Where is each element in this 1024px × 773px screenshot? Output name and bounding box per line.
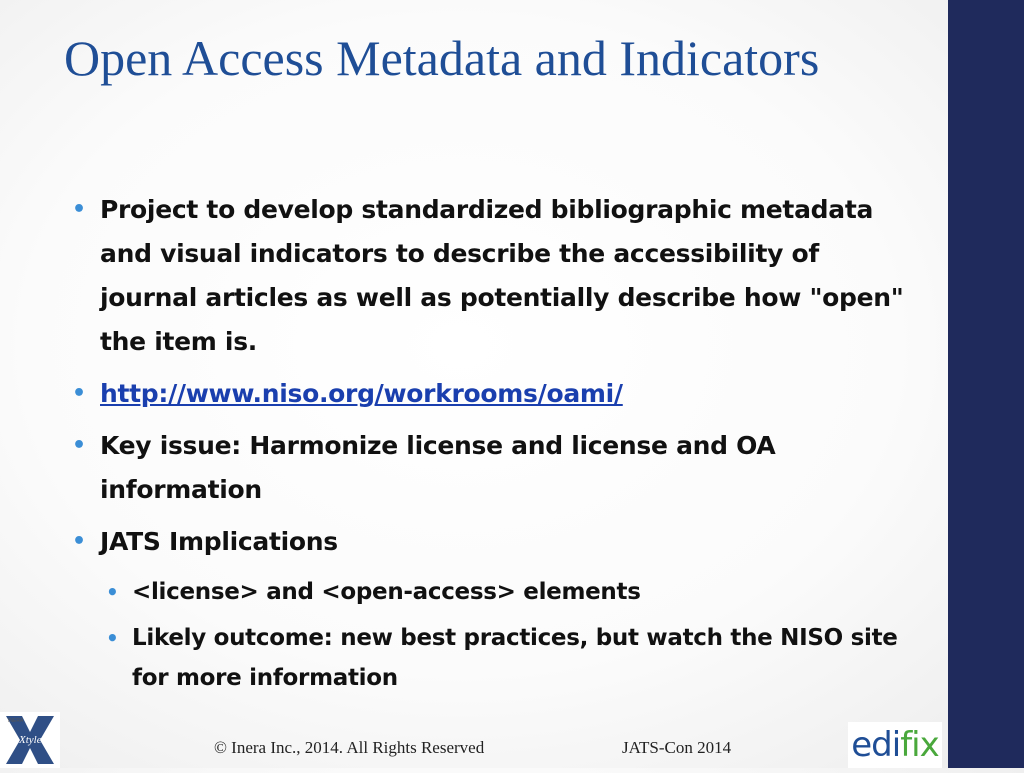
bullet-project bbox=[72, 188, 912, 364]
edifix-logo bbox=[848, 722, 942, 768]
sub-bullet-elements bbox=[106, 572, 912, 612]
bullet-jats-implications bbox=[72, 520, 912, 564]
bullet-key-issue bbox=[72, 424, 912, 512]
svg-text:eXtyles: eXtyles bbox=[14, 734, 46, 746]
bullet-text: JATS Implications bbox=[100, 527, 338, 556]
right-sidebar-decoration bbox=[948, 0, 1024, 768]
niso-link[interactable]: http://www.niso.org/workrooms/oami/ bbox=[100, 379, 623, 408]
bullet-link bbox=[72, 372, 912, 416]
bullet-text: Key issue: Harmonize license and license and OA information bbox=[100, 431, 776, 504]
sub-bullet-outcome bbox=[106, 618, 912, 698]
extyles-logo bbox=[0, 712, 60, 768]
bullet-text: Project to develop standardized bibliographic metadata and visual indicators to describe the accessibility of journal articles as well as potentially describe how "open" the item is. bbox=[100, 195, 904, 356]
bullet-dot-icon: • bbox=[72, 529, 86, 554]
bullet-dot-icon: • bbox=[72, 433, 86, 458]
edifix-logo-ed: edi bbox=[851, 725, 901, 765]
bullet-text: <license> and <open-access> elements bbox=[132, 579, 641, 605]
extyles-logo-icon bbox=[0, 712, 60, 768]
bullet-text: Likely outcome: new best practices, but watch the NISO site for more information bbox=[132, 625, 898, 691]
slide-content bbox=[72, 188, 912, 704]
bullet-dot-icon: • bbox=[72, 381, 86, 406]
slide-title: Open Access Metadata and Indicators bbox=[64, 30, 820, 86]
svg-text:INERA: INERA bbox=[8, 718, 24, 724]
bullet-dot-icon: • bbox=[72, 197, 86, 222]
footer-event: JATS-Con 2014 bbox=[622, 738, 732, 757]
footer-copyright: © Inera Inc., 2014. All Rights Reserved bbox=[214, 738, 485, 757]
bullet-dot-icon: • bbox=[106, 626, 119, 650]
bullet-dot-icon: • bbox=[106, 580, 119, 604]
edifix-logo-fix: fix bbox=[900, 725, 939, 765]
